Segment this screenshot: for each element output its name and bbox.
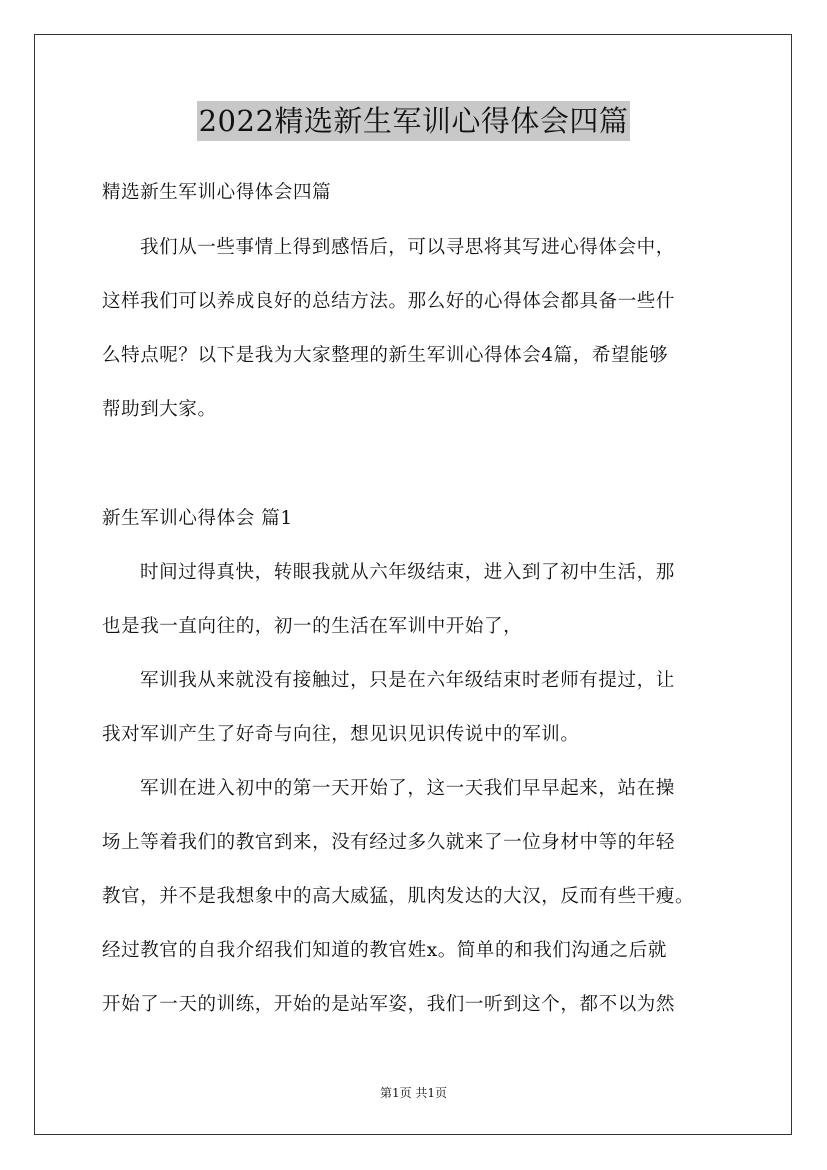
- paragraph-line: 教官，并不是我想象中的高大威猛，肌肉发达的大汉，反而有些干瘦。: [102, 886, 695, 907]
- page-footer: 第1页 共1页: [379, 1086, 448, 1100]
- paragraph-line: 帮助到大家。: [102, 399, 217, 420]
- paragraph-line: 么特点呢？以下是我为大家整理的新生军训心得体会4篇，希望能够: [102, 345, 669, 366]
- paragraph-line: 开始了一天的训练，开始的是站军姿，我们一听到这个，都不以为然: [102, 994, 676, 1015]
- paragraph-line: 军训在进入初中的第一天开始了，这一天我们早早起来，站在操: [140, 778, 675, 799]
- paragraph-line: 场上等着我们的教官到来，没有经过多久就来了一位身材中等的年轻: [102, 832, 676, 853]
- subtitle: 精选新生军训心得体会四篇: [102, 182, 332, 203]
- paragraph-line: 也是我一直向往的，初一的生活在军训中开始了，: [102, 616, 523, 637]
- paragraph-line: 我对军训产生了好奇与向往，想见识见识传说中的军训。: [102, 724, 580, 745]
- paragraph-line: 我们从一些事情上得到感悟后，可以寻思将其写进心得体会中，: [140, 237, 675, 258]
- paragraph-line: 这样我们可以养成良好的总结方法。那么好的心得体会都具备一些什: [102, 291, 676, 312]
- document-title: 2022精选新生军训心得体会四篇: [197, 101, 631, 141]
- paragraph-line: 经过教官的自我介绍我们知道的教官姓x。简单的和我们沟通之后就: [102, 940, 667, 961]
- paragraph-line: 军训我从来就没有接触过，只是在六年级结束时老师有提过，让: [140, 670, 675, 691]
- paragraph-line: 时间过得真快，转眼我就从六年级结束，进入到了初中生活，那: [140, 562, 675, 583]
- section-heading: 新生军训心得体会 篇1: [102, 508, 293, 529]
- title-container: [0, 101, 827, 141]
